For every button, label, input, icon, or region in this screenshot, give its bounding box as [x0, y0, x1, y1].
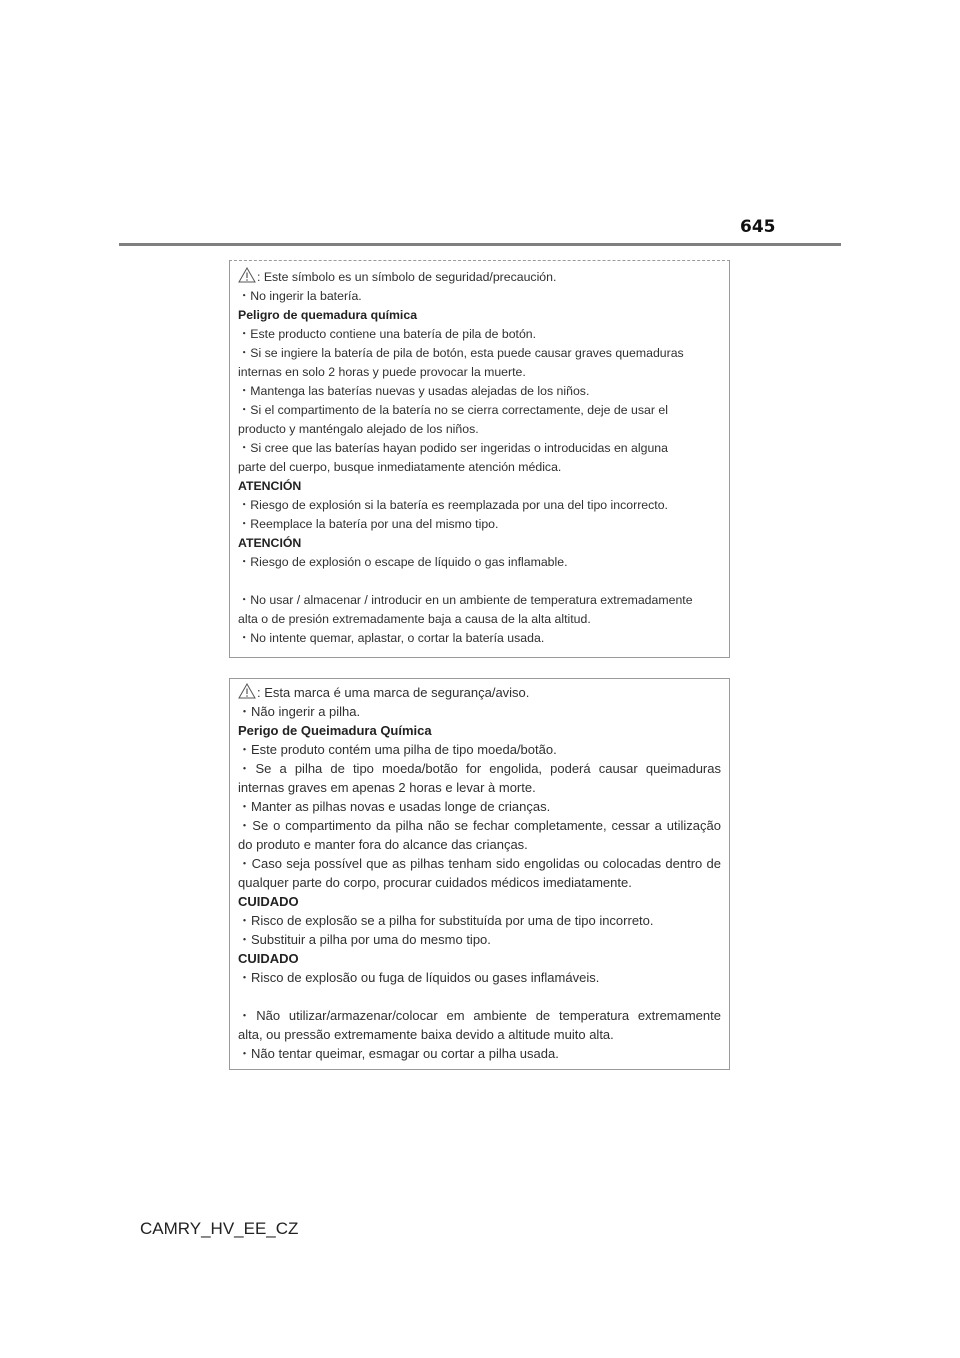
- warning-line: ・Si se ingiere la batería de pila de botón, esta puede causar graves quemaduras: [238, 346, 684, 360]
- symbol-line: [238, 267, 721, 287]
- section-heading: CUIDADO: [238, 951, 299, 966]
- warning-line: ・Mantenga las baterías nuevas y usadas alejadas de los niños.: [238, 384, 590, 398]
- symbol-text: : Este símbolo es un símbolo de seguridad/precaución.: [257, 270, 557, 284]
- section-heading: ATENCIÓN: [238, 479, 302, 493]
- document-code: CAMRY_HV_EE_CZ: [140, 1219, 299, 1238]
- warning-line: ・Si cree que las baterías hayan podido ser ingeridas o introducidas en alguna: [238, 441, 668, 455]
- portuguese-warning-box: [229, 678, 730, 1070]
- page-number: 645: [740, 217, 776, 237]
- warning-line: ・Este produto contém uma pilha de tipo moeda/botão.: [238, 742, 557, 757]
- section-heading: ATENCIÓN: [238, 536, 302, 550]
- warning-line: ・Se a pilha de tipo moeda/botão for engolida, poderá causar queimaduras: [238, 761, 721, 776]
- warning-triangle-icon: [238, 683, 256, 699]
- section-heading: CUIDADO: [238, 894, 299, 909]
- warning-line: ・Substituir a pilha por uma do mesmo tipo.: [238, 932, 491, 947]
- spanish-warning-box: [229, 260, 730, 658]
- warning-line: parte del cuerpo, busque inmediatamente atención médica.: [238, 460, 562, 474]
- warning-line: qualquer parte do corpo, procurar cuidados médicos imediatamente.: [238, 875, 632, 890]
- warning-line: ・Riesgo de explosión o escape de líquido o gas inflamable.: [238, 555, 568, 569]
- section-heading: Peligro de quemadura química: [238, 308, 418, 322]
- warning-line: ・Não ingerir a pilha.: [238, 704, 361, 719]
- warning-line: ・Se o compartimento da pilha não se fechar completamente, cessar a utilização: [238, 818, 721, 833]
- warning-line: ・Não tentar queimar, esmagar ou cortar a pilha usada.: [238, 1046, 559, 1061]
- header-rule: [119, 243, 841, 246]
- warning-line: ・Reemplace la batería por una del mismo tipo.: [238, 517, 499, 531]
- warning-line: ・Risco de explosão se a pilha for substituída por uma de tipo incorreto.: [238, 913, 654, 928]
- spacer: [238, 572, 721, 591]
- warning-line: ・Caso seja possível que as pilhas tenham sido engolidas ou colocadas dentro de: [238, 856, 721, 871]
- section-heading: Perigo de Queimadura Química: [238, 723, 432, 738]
- warning-line: producto y manténgalo alejado de los niños.: [238, 422, 479, 436]
- symbol-line: [238, 683, 721, 702]
- warning-line: alta o de presión extremadamente baja a causa de la alta altitud.: [238, 612, 591, 626]
- warning-line: ・Manter as pilhas novas e usadas longe de crianças.: [238, 799, 551, 814]
- warning-line: ・Este producto contiene una batería de pila de botón.: [238, 327, 537, 341]
- warning-line: ・Si el compartimento de la batería no se cierra correctamente, deje de usar el: [238, 403, 668, 417]
- warning-triangle-icon: [238, 267, 256, 283]
- warning-line: ・Risco de explosão ou fuga de líquidos ou gases inflamáveis.: [238, 970, 600, 985]
- warning-line: ・Não utilizar/armazenar/colocar em ambiente de temperatura extremamente: [238, 1008, 721, 1023]
- warning-line: alta, ou pressão extremamente baixa devido a altitude muito alta.: [238, 1027, 614, 1042]
- warning-line: ・Riesgo de explosión si la batería es reemplazada por una del tipo incorrecto.: [238, 498, 668, 512]
- warning-line: internas en solo 2 horas y puede provocar la muerte.: [238, 365, 526, 379]
- warning-line: internas graves em apenas 2 horas e levar à morte.: [238, 780, 536, 795]
- warning-line: ・No usar / almacenar / introducir en un ambiente de temperatura extremadamente: [238, 593, 693, 607]
- warning-line: ・No ingerir la batería.: [238, 289, 362, 303]
- symbol-text: : Esta marca é uma marca de segurança/aviso.: [257, 685, 530, 700]
- warning-line: ・No intente quemar, aplastar, o cortar la batería usada.: [238, 631, 545, 645]
- warning-line: do produto e manter fora do alcance das crianças.: [238, 837, 528, 852]
- spacer: [238, 987, 721, 1006]
